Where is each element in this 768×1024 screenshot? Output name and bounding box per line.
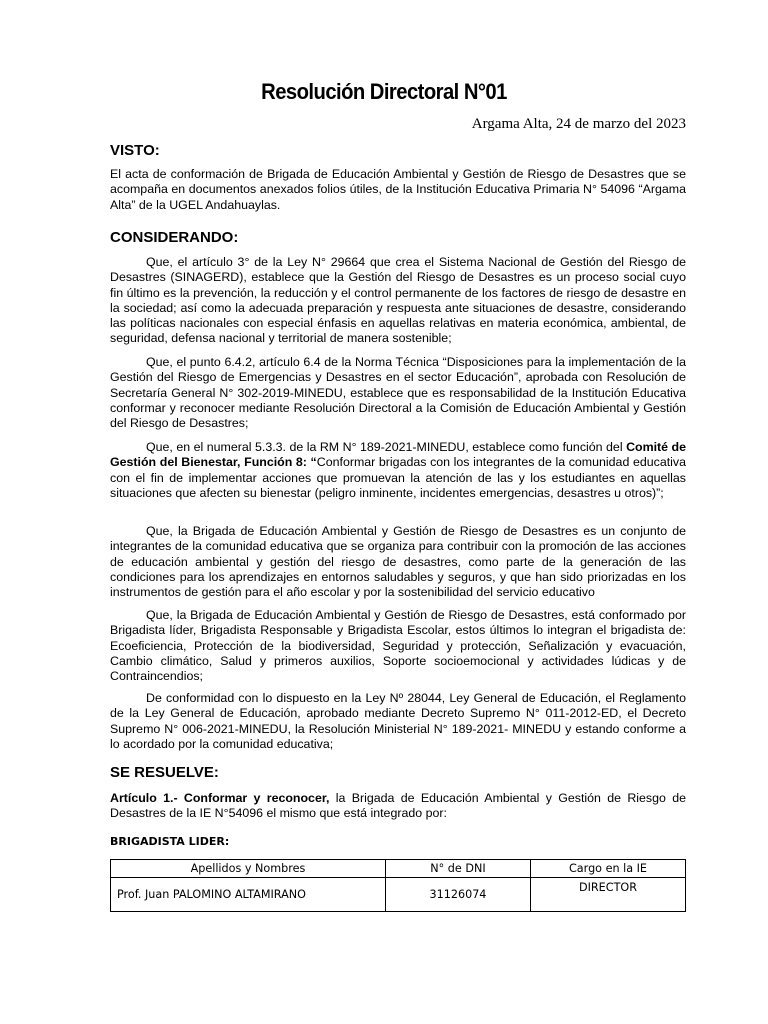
visto-paragraph: El acta de conformación de Brigada de Educación Ambiental y Gestión de Riesgo de Desastres que se acompaña en documentos anexados folios útiles, de la Institución Educativa Primaria N° 54096 “Argama Alta” de la UGEL Andahuaylas.: [110, 167, 686, 212]
considerando-paragraph-1: Que, el artículo 3° de la Ley N° 29664 que crea el Sistema Nacional de Gestión del Riesgo de Desastres (SINAGERD), establece que la Gestión del Riesgo de Desastres es un proceso social cuyo fin último es la prevención, la reducción y el control permanente de los factores de riesgo de desastre en la sociedad; así como la adecuada preparación y respuesta ante situaciones de desastre, considerando las políticas nacionales con especial énfasis en aquellas relativas en materia económica, ambiental, de seguridad, defensa nacional y territorial de manera sostenible;: [110, 255, 686, 346]
brigadista-lider-label: BRIGADISTA LIDER:: [110, 835, 230, 848]
resuelve-heading: SE RESUELVE:: [110, 764, 219, 781]
cell-name: Prof. Juan PALOMINO ALTAMIRANO: [111, 878, 386, 912]
paragraph-3-end: Conformar brigadas con los integrantes de la comunidad educativa con el fin de implementar acciones que promuevan la atención de las y los estudiantes en aquellas situaciones que afecten su bienestar (peligro inminente, incidentes emergencias, desastres u otros)”;: [110, 455, 686, 500]
document-title: Resolución Directoral N°01: [261, 79, 507, 104]
cell-dni: 31126074: [385, 878, 530, 912]
column-header-dni: N° de DNI: [385, 860, 530, 878]
paragraph-3-start: Que, en el numeral 5.3.3. de la RM N° 189-2021-MINEDU, establece como función del: [146, 440, 627, 454]
brigadista-table: [110, 859, 686, 912]
document-date: Argama Alta, 24 de marzo del 2023: [471, 116, 686, 132]
considerando-paragraph-4: Que, la Brigada de Educación Ambiental y Gestión de Riesgo de Desastres es un conjunto de integrantes de la comunidad educativa que se organiza para contribuir con la promoción de las acciones de educación ambiental y gestión del riesgo de desastres, como parte de la generación de las condiciones para los aprendizajes en entornos saludables y seguros, y que han sido priorizadas en los instrumentos de gestión para el año escolar y por la sostenibilidad del servicio educativo: [110, 524, 686, 600]
considerando-paragraph-5: Que, la Brigada de Educación Ambiental y Gestión de Riesgo de Desastres, está conformado por Brigadista líder, Brigadista Responsable y Brigadista Escolar, estos últimos lo integran el brigadista de: Ecoeficiencia, Protección de la biodiversidad, Seguridad y protección, Señalización y evacuación, Cambio climático, Salud y primeros auxilios, Soporte socioemocional y actividades lúdicas y de Contraincendios;: [110, 608, 686, 684]
paragraph-3-bold: Comité de Gestión del Bienestar, Función 8: “: [110, 440, 686, 470]
visto-heading: VISTO:: [110, 142, 160, 159]
considerando-paragraph-3: [110, 440, 686, 501]
articulo-1-paragraph: [110, 791, 686, 822]
table-row: [111, 878, 686, 912]
column-header-cargo: Cargo en la IE: [531, 860, 686, 878]
considerando-paragraph-6: De conformidad con lo dispuesto en la Ley Nº 28044, Ley General de Educación, el Reglamento de la Ley General de Educación, aprobado mediante Decreto Supremo N° 011-2012-ED, el Decreto Supremo N° 006-2021-MINEDU, la Resolución Ministerial N° 189-2021- MINEDU y estando conforme a lo acordado por la comunidad educativa;: [110, 691, 686, 751]
articulo-1-text: la Brigada de Educación Ambiental y Gestión de Riesgo de Desastres de la IE N°54096 el mismo que está integrado por:: [110, 791, 686, 821]
articulo-1-bold: Conformar y reconocer,: [183, 791, 330, 805]
column-header-name: Apellidos y Nombres: [111, 860, 386, 878]
considerando-heading: CONSIDERANDO:: [110, 229, 239, 246]
table-header-row: [111, 860, 686, 878]
considerando-paragraph-2: Que, el punto 6.4.2, artículo 6.4 de la Norma Técnica “Disposiciones para la implementación de la Gestión del Riesgo de Emergencias y Desastres en el sector Educación”, aprobada con Resolución de Secretaría General N° 302-2019-MINEDU, establece que es responsabilidad de la Institución Educativa conformar y reconocer mediante Resolución Directoral a la Comisión de Educación Ambiental y Gestión del Riesgo de Desastres;: [110, 355, 686, 431]
articulo-1-label: Artículo 1.-: [110, 791, 178, 805]
cell-cargo: DIRECTOR: [531, 878, 686, 912]
